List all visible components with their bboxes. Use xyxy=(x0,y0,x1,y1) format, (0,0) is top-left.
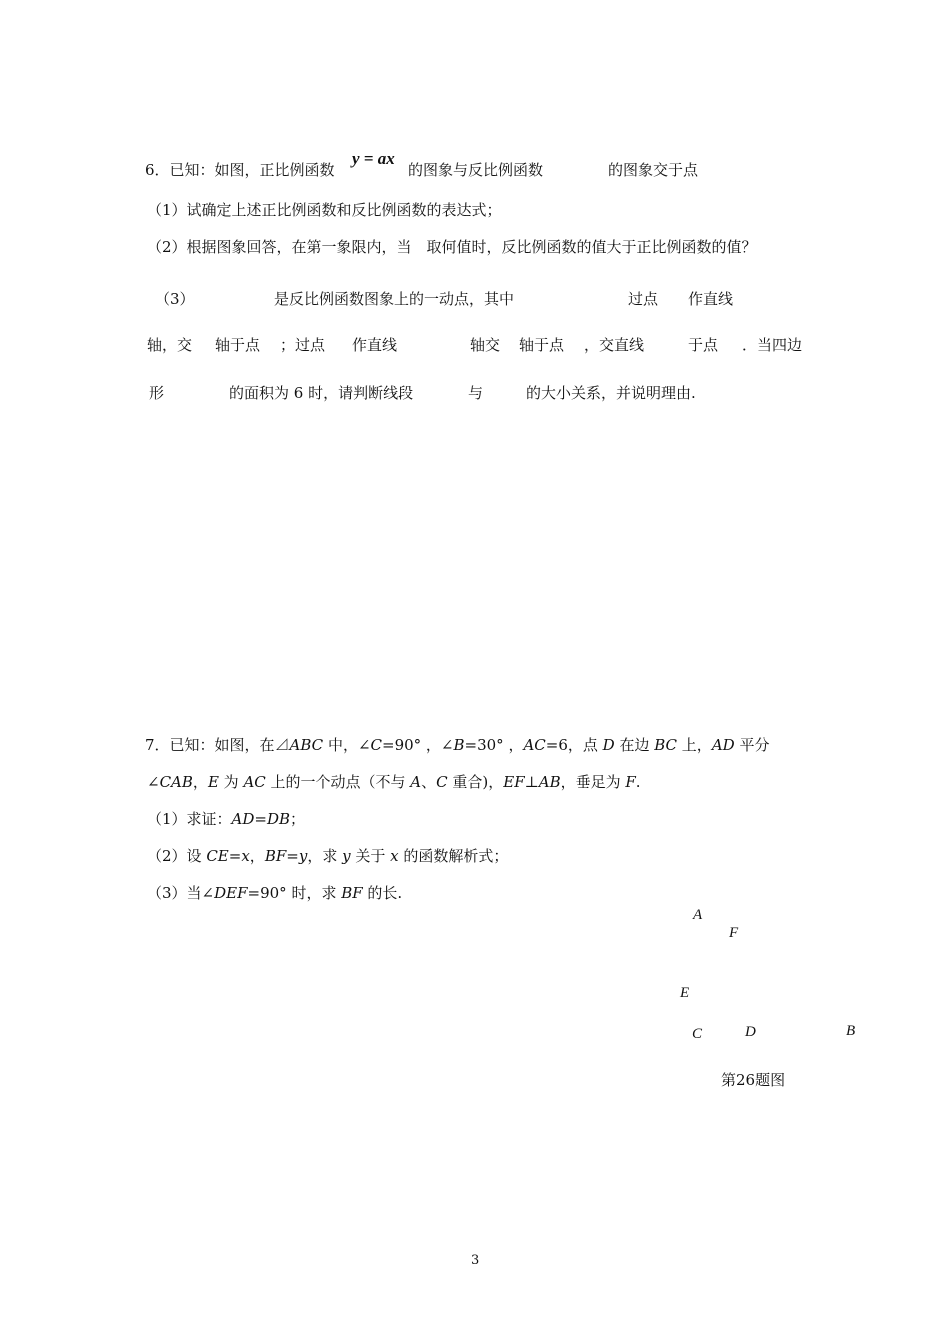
figure-caption: 第26题图 xyxy=(721,1071,786,1089)
q6-title-end: 的图象交于点 xyxy=(608,161,699,179)
q7-part1: （1）求证：AD=DB； xyxy=(147,810,306,828)
q6-part3-l3b: 的面积为 6 时，请判断线段 xyxy=(229,384,414,402)
figure-label-d: D xyxy=(745,1024,756,1040)
page-number: 3 xyxy=(471,1253,480,1268)
q7-statement-line2: ∠CAB，E 为 AC 上的一个动点（不与 A、C 重合)，EF⊥AB，垂足为 F. xyxy=(147,773,641,791)
figure-label-e: E xyxy=(680,985,690,1001)
q6-part3-l1d: 作直线 xyxy=(688,290,734,308)
q6-part3-l2h: 于点 xyxy=(688,336,719,354)
q6-part3-l1c: 过点 xyxy=(628,290,659,308)
figure-label-f: F xyxy=(729,925,739,941)
q7-part3: （3）当∠DEF=90° 时，求 BF 的长. xyxy=(147,884,403,902)
q6-title-start: 6．已知：如图，正比例函数 xyxy=(145,161,335,179)
q6-part3-l2g: ，交直线 xyxy=(584,336,645,354)
q6-formula: y = ax xyxy=(352,149,395,168)
q6-part1: （1）试确定上述正比例函数和反比例函数的表达式； xyxy=(147,201,502,219)
q6-part3-l3a: 形 xyxy=(149,384,165,402)
q7-statement-line1: 7．已知：如图，在⊿ABC 中，∠C=90° ，∠B=30° ，AC=6，点 D 在边 BC 上，AD 平分 xyxy=(145,736,770,754)
q6-part3-l3c: 与 xyxy=(468,384,484,402)
q6-part3-l1a: （3） xyxy=(155,290,195,308)
q6-part3-l2f: 轴于点 xyxy=(519,336,565,354)
q6-part3-l2c: ；过点 xyxy=(280,336,326,354)
q6-title-mid: 的图象与反比例函数 xyxy=(408,161,544,179)
figure-label-b: B xyxy=(846,1023,856,1039)
q6-part3-l2a: 轴，交 xyxy=(147,336,193,354)
q6-part2: （2）根据图象回答，在第一象限内，当 取何值时，反比例函数的值大于正比例函数的值？ xyxy=(147,238,757,256)
figure-label-c: C xyxy=(692,1026,703,1042)
q6-part3-l3d: 的大小关系，并说明理由. xyxy=(526,384,696,402)
q6-part3-l1b: 是反比例函数图象上的一动点，其中 xyxy=(274,290,515,308)
q6-part3-l2i: ．当四边 xyxy=(742,336,803,354)
q7-part2: （2）设 CE=x，BF=y，求 y 关于 x 的函数解析式； xyxy=(147,847,509,865)
q6-part3-l2e: 轴交 xyxy=(470,336,501,354)
q6-part3-l2d: 作直线 xyxy=(352,336,398,354)
figure-label-a: A xyxy=(693,907,703,923)
q6-part3-l2b: 轴于点 xyxy=(215,336,261,354)
